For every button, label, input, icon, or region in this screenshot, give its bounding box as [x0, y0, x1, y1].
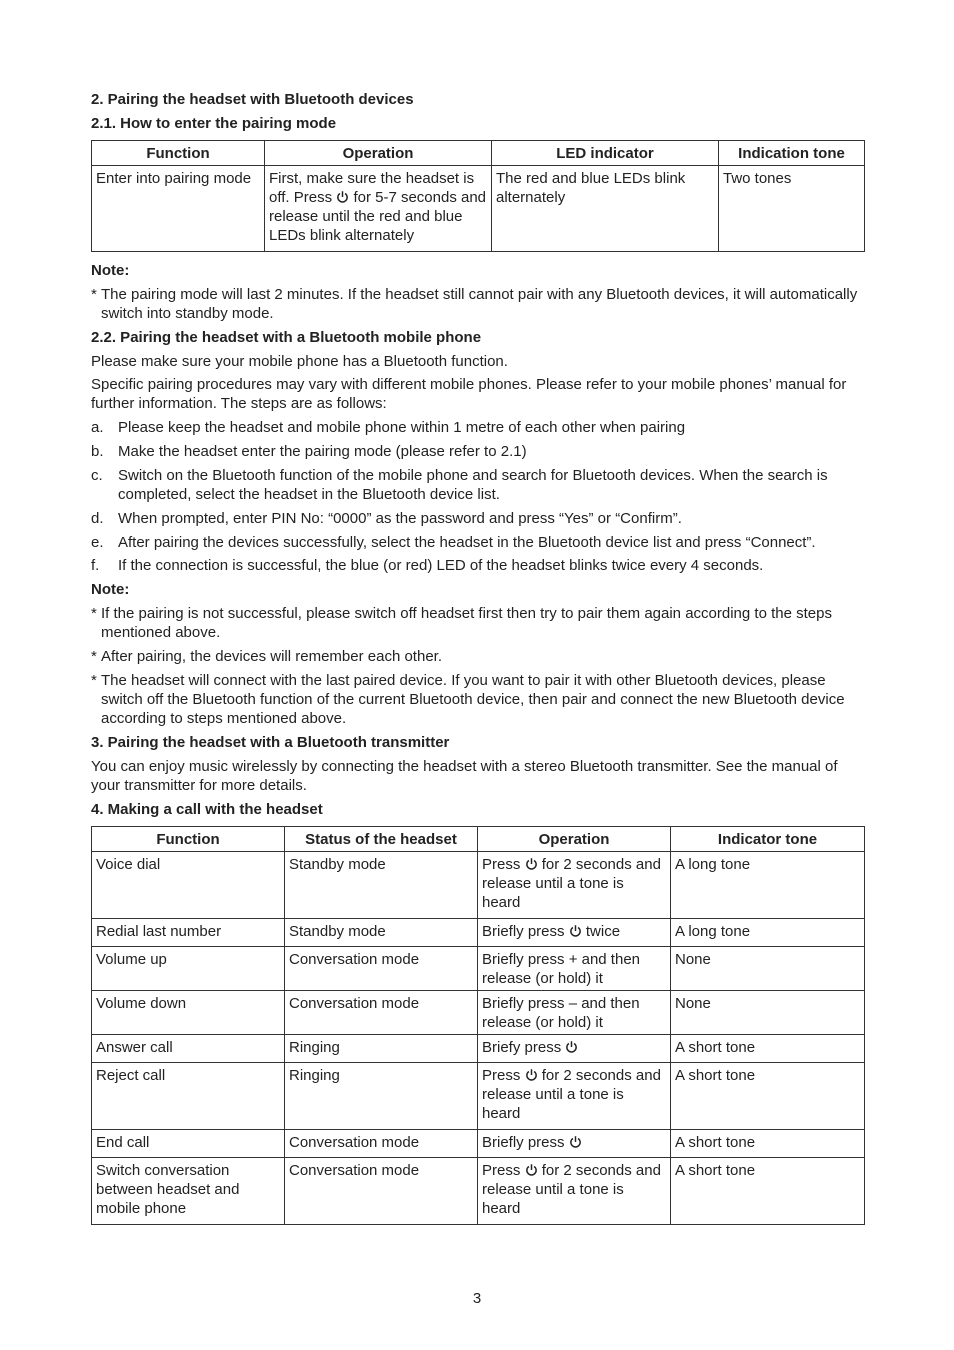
- table-cell-function: Voice dial: [92, 852, 285, 919]
- table-cell-operation: [478, 1130, 671, 1158]
- table-cell-led: The red and blue LEDs blink alternately: [492, 166, 719, 252]
- power-icon: [569, 924, 582, 938]
- table-cell-function: Reject call: [92, 1063, 285, 1130]
- pairing-mode-table: [91, 140, 865, 252]
- table-row: [92, 852, 865, 919]
- section-2-1-heading: 2.1. How to enter the pairing mode: [91, 115, 337, 132]
- table-cell-function: Volume down: [92, 991, 285, 1035]
- operation-text: twice: [585, 923, 621, 940]
- power-icon: [525, 857, 538, 871]
- table-cell-status: Standby mode: [285, 852, 478, 919]
- table-cell-status: Conversation mode: [285, 1158, 478, 1225]
- table-cell-status: Ringing: [285, 1035, 478, 1063]
- table-row: [92, 1158, 865, 1225]
- table-cell-status: Conversation mode: [285, 1130, 478, 1158]
- table-cell-tone: A short tone: [671, 1035, 865, 1063]
- table-header: Function: [92, 827, 285, 852]
- table-row: [92, 919, 865, 947]
- power-icon: [565, 1040, 578, 1054]
- operation-text: for 2 seconds and release until a tone is heard: [482, 1067, 661, 1122]
- operation-text: Press: [482, 856, 521, 873]
- section-2-2-heading: 2.2. Pairing the headset with a Bluetooth mobile phone: [91, 329, 482, 346]
- table-cell-operation: [478, 1063, 671, 1130]
- power-icon: [569, 1135, 582, 1149]
- table-cell-tone: A long tone: [671, 852, 865, 919]
- operation-text: for 2 seconds and release until a tone is heard: [482, 1162, 661, 1217]
- table-cell-function: Answer call: [92, 1035, 285, 1063]
- table-cell-tone: None: [671, 947, 865, 991]
- section-2-heading: 2. Pairing the headset with Bluetooth devices: [91, 91, 414, 108]
- table-row: [92, 166, 865, 252]
- table-cell-tone: A short tone: [671, 1158, 865, 1225]
- table-header: Status of the headset: [285, 827, 478, 852]
- paragraph: You can enjoy music wirelessly by connecting the headset with a stereo Bluetooth transmitter. See the manual of your transmitter for more details.: [91, 758, 838, 794]
- table-cell-function: End call: [92, 1130, 285, 1158]
- table-cell-operation: Briefly press + and then release (or hold) it: [478, 947, 671, 991]
- power-icon: [336, 190, 349, 204]
- operation-text: First, make sure the headset is off. Press: [269, 170, 475, 206]
- page-number: 3: [472, 1290, 482, 1307]
- table-cell-operation: [478, 1158, 671, 1225]
- note-label: Note:: [91, 262, 130, 279]
- table-header: Operation: [478, 827, 671, 852]
- table-cell-operation: Briefly press – and then release (or hold) it: [478, 991, 671, 1035]
- table-cell-operation: [478, 1035, 671, 1063]
- table-header: Indicator tone: [671, 827, 865, 852]
- table-cell-tone: A short tone: [671, 1130, 865, 1158]
- table-cell-tone: A long tone: [671, 919, 865, 947]
- table-cell-function: Redial last number: [92, 919, 285, 947]
- paragraph: Specific pairing procedures may vary with different mobile phones. Please refer to your mobile phones’ manual for further information. The steps are as follows:: [91, 376, 847, 412]
- operation-text: Briefly press: [482, 923, 565, 940]
- operation-text: Press: [482, 1067, 521, 1084]
- table-cell-operation: [265, 166, 492, 252]
- table-row: [92, 1035, 865, 1063]
- table-header: Indication tone: [719, 141, 865, 166]
- table-cell-status: Conversation mode: [285, 947, 478, 991]
- table-cell-tone: A short tone: [671, 1063, 865, 1130]
- table-header: LED indicator: [492, 141, 719, 166]
- table-cell-status: Conversation mode: [285, 991, 478, 1035]
- table-row: [92, 947, 865, 991]
- power-icon: [525, 1163, 538, 1177]
- table-cell-function: Enter into pairing mode: [92, 166, 265, 252]
- call-table: [91, 826, 865, 1225]
- power-icon: [525, 1068, 538, 1082]
- table-row: [92, 991, 865, 1035]
- table-row: [92, 1063, 865, 1130]
- table-cell-function: Switch conversation between headset and mobile phone: [92, 1158, 285, 1225]
- operation-text: Briefly press: [482, 1134, 565, 1151]
- section-4-heading: 4. Making a call with the headset: [91, 801, 323, 818]
- operation-text: Briefy press: [482, 1039, 562, 1056]
- section-3-heading: 3. Pairing the headset with a Bluetooth transmitter: [91, 734, 450, 751]
- table-cell-function: Volume up: [92, 947, 285, 991]
- table-cell-status: Standby mode: [285, 919, 478, 947]
- operation-text: for 5-7 seconds and release until the red and blue LEDs blink alternately: [269, 189, 487, 244]
- table-header: Function: [92, 141, 265, 166]
- table-cell-operation: [478, 852, 671, 919]
- operation-text: Press: [482, 1162, 521, 1179]
- table-cell-tone: Two tones: [719, 166, 865, 252]
- operation-text: for 2 seconds and release until a tone is heard: [482, 856, 661, 911]
- table-cell-tone: None: [671, 991, 865, 1035]
- table-header: Operation: [265, 141, 492, 166]
- table-cell-status: Ringing: [285, 1063, 478, 1130]
- paragraph: Please make sure your mobile phone has a Bluetooth function.: [91, 353, 508, 370]
- note-label: Note:: [91, 581, 130, 598]
- table-cell-operation: [478, 919, 671, 947]
- table-row: [92, 1130, 865, 1158]
